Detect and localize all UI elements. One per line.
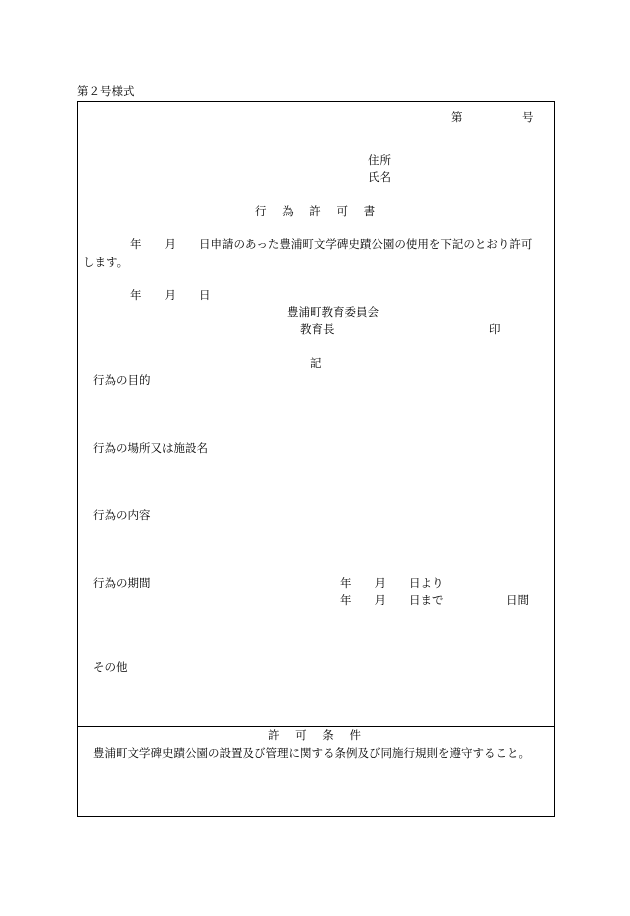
issuer-board: 豊浦町教育委員会 xyxy=(287,305,379,319)
period-from: 年 月 日より xyxy=(340,576,444,590)
ki-heading: 記 xyxy=(310,356,322,370)
issuer-title: 教育長 xyxy=(300,322,335,336)
item-period: 行為の期間 xyxy=(93,576,151,590)
body-text-line2: します。 xyxy=(83,255,129,269)
address-label: 住所 xyxy=(368,153,391,167)
document-number-dai: 第 xyxy=(451,110,463,124)
item-content: 行為の内容 xyxy=(93,508,151,522)
conditions-text: 豊浦町文学碑史蹟公園の設置及び管理に関する条例及び同施行規則を遵守すること。 xyxy=(93,746,530,760)
period-to: 年 月 日まで xyxy=(340,593,444,607)
document-number-go: 号 xyxy=(522,110,534,124)
conditions-divider xyxy=(77,726,555,727)
seal-mark: 印 xyxy=(489,322,501,336)
item-purpose: 行為の目的 xyxy=(93,373,151,387)
item-place: 行為の場所又は施設名 xyxy=(93,441,208,455)
form-number-label: 第２号様式 xyxy=(77,84,135,98)
body-text-line1: 年 月 日申請のあった豊浦町文学碑史蹟公園の使用を下記のとおり許可 xyxy=(130,237,533,251)
item-other: その他 xyxy=(93,660,128,674)
name-label: 氏名 xyxy=(368,170,391,184)
issue-date: 年 月 日 xyxy=(130,288,211,302)
document-title: 行 為 許 可 書 xyxy=(255,204,382,218)
period-days: 日間 xyxy=(506,593,529,607)
conditions-heading: 許 可 条 件 xyxy=(268,728,367,742)
